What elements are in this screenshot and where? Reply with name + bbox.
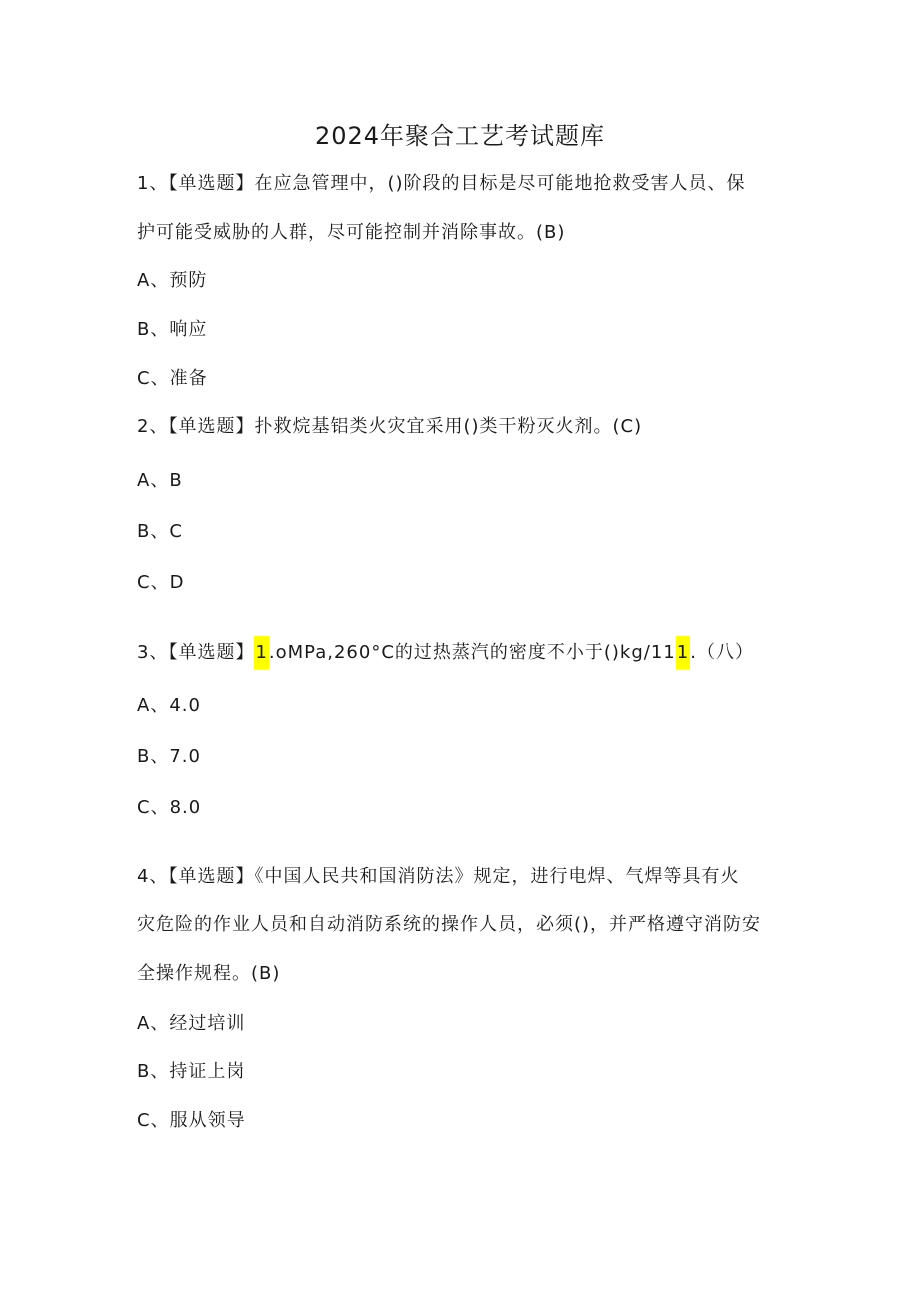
question-1-line-1: 1、【单选题】在应急管理中，()阶段的目标是尽可能地抢救受害人员、保 (137, 173, 746, 194)
question-1-option-c: C、准备 (137, 368, 208, 389)
highlight-mark: 1 (676, 636, 690, 669)
question-3-line-1 (137, 641, 754, 665)
question-3-option-c: C、8.0 (137, 797, 202, 818)
question-4-line-2: 灾危险的作业人员和自动消防系统的操作人员，必须()，并严格遵守消防安 (137, 914, 762, 935)
question-3-prefix: 3、【单选题】 (137, 642, 255, 663)
question-3-option-a: A、4.0 (137, 695, 201, 716)
question-3-option-b: B、7.0 (137, 746, 201, 767)
question-4-option-a: A、经过培训 (137, 1013, 246, 1034)
question-2-line-1: 2、【单选题】扑救烷基铝类火灾宜采用()类干粉灭火剂。(C) (137, 416, 643, 437)
question-1-option-a: A、预防 (137, 270, 208, 291)
question-2-option-b: B、C (137, 521, 183, 542)
question-4-line-3: 全操作规程。(B) (137, 963, 281, 984)
question-1-line-2: 护可能受威胁的人群，尽可能控制并消除事故。(B) (137, 222, 566, 243)
question-2-option-a: A、B (137, 470, 183, 491)
highlight-mark: 1 (254, 636, 268, 669)
question-1-option-b: B、响应 (137, 319, 208, 340)
question-4-option-c: C、服从领导 (137, 1110, 246, 1131)
question-2-option-c: C、D (137, 572, 185, 593)
question-3-text: .oMPa,260°C的过热蒸汽的密度不小于()kg/11 (268, 642, 676, 663)
question-3-suffix: .（八） (690, 642, 754, 663)
question-4-option-b: B、持证上岗 (137, 1061, 246, 1082)
page-title: 2024年聚合工艺考试题库 (314, 122, 606, 150)
question-4-line-1: 4、【单选题】《中国人民共和国消防法》规定，进行电焊、气焊等具有火 (137, 866, 740, 887)
